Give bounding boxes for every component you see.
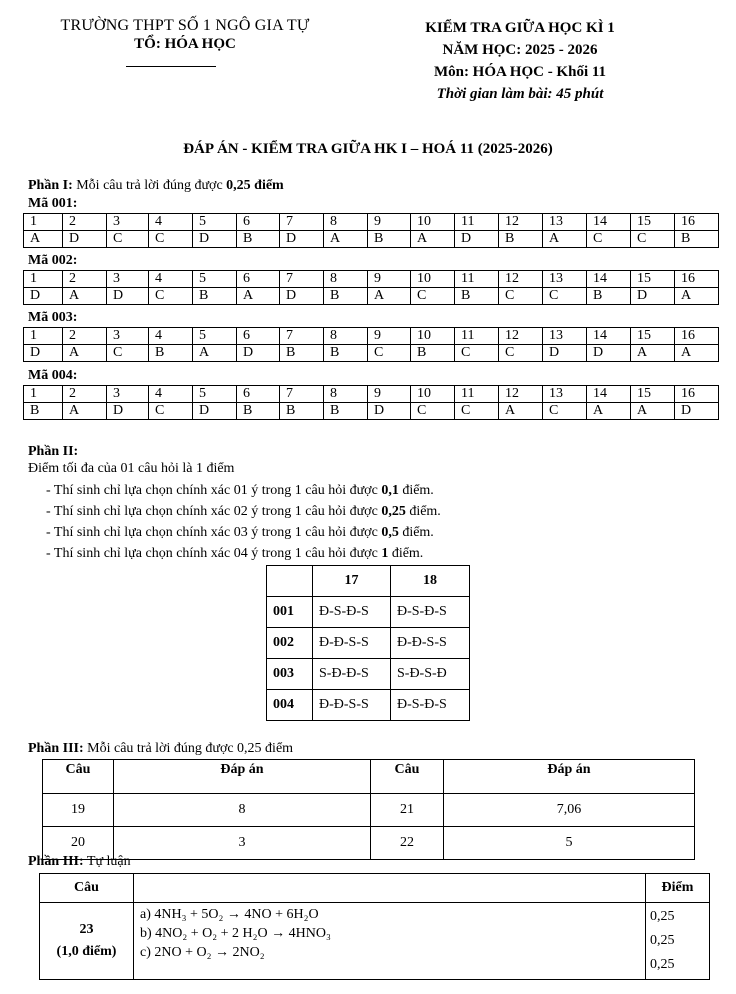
question-number-cell: 16 <box>675 214 719 231</box>
question-number-cell: 12 <box>499 328 543 345</box>
question-number-cell: 10 <box>411 271 455 288</box>
answer-cell: C <box>411 288 455 305</box>
essay-header-question: Câu <box>40 874 134 903</box>
question-number-cell: 15 <box>631 214 675 231</box>
answer-cell: D <box>193 231 237 248</box>
answer-cell: B <box>368 231 411 248</box>
answer-cell: A <box>587 403 631 420</box>
answer-cell: C <box>149 288 193 305</box>
question-number-cell: 4 <box>149 386 193 403</box>
answer-cell: B <box>499 231 543 248</box>
rule-suffix: điểm. <box>398 483 434 498</box>
essay-header-blank <box>134 874 646 903</box>
question-number-cell: 7 <box>280 214 324 231</box>
question-number-row <box>24 328 719 345</box>
answer-cell: D <box>587 345 631 362</box>
essay-header-points: Điểm <box>646 874 710 903</box>
subject: Môn: HÓA HỌC - Khối 11 <box>433 64 607 80</box>
part2-table <box>266 565 470 721</box>
part3-label: Phần III: <box>28 741 84 756</box>
answer-cell: A <box>63 403 107 420</box>
answer-cell: D <box>368 403 411 420</box>
question-number-cell: 11 <box>455 328 499 345</box>
question-number-row <box>24 214 719 231</box>
part3-header-row <box>43 760 695 794</box>
answer-cell: B <box>324 403 368 420</box>
rule-points: 1 <box>381 546 389 561</box>
answer-cell: D <box>631 288 675 305</box>
answer-cell: C <box>149 231 193 248</box>
question-number-cell: 15 <box>631 328 675 345</box>
rule-text: - Thí sinh chỉ lựa chọn chính xác 03 ý trong 1 câu hỏi được <box>46 525 382 540</box>
question-number-cell: 9 <box>368 214 411 231</box>
question-cell: 19 <box>43 794 114 827</box>
answer-cell: C <box>499 288 543 305</box>
essay-point-b: 0,25 <box>650 933 675 948</box>
essay-point-a: 0,25 <box>650 909 675 924</box>
rule-text: - Thí sinh chỉ lựa chọn chính xác 04 ý trong 1 câu hỏi được <box>46 546 382 561</box>
answer-cell: Đ-Đ-S-S <box>391 628 470 659</box>
answer-cell: C <box>455 403 499 420</box>
answer-cell: B <box>280 345 324 362</box>
answer-cell: C <box>107 345 149 362</box>
question-number-cell: 2 <box>63 214 107 231</box>
part2-header-row <box>267 566 470 597</box>
scoring-rule <box>46 483 434 499</box>
question-number-cell: 4 <box>149 271 193 288</box>
answer-cell: Đ-S-Đ-S <box>391 690 470 721</box>
answer-cell: D <box>455 231 499 248</box>
answer-cell: A <box>499 403 543 420</box>
table-row <box>43 827 695 860</box>
question-number-cell: 4 <box>149 328 193 345</box>
question-number-cell: 6 <box>237 214 280 231</box>
part1-heading <box>28 178 284 194</box>
essay-point-c: 0,25 <box>650 957 675 972</box>
table-row <box>43 794 695 827</box>
essay-desc: Tự luận <box>86 854 131 869</box>
question-header: 18 <box>391 566 470 597</box>
answer-cell: B <box>280 403 324 420</box>
answer-cell: B <box>411 345 455 362</box>
answer-cell: A <box>543 231 587 248</box>
answer-cell: A <box>324 231 368 248</box>
part3-heading <box>28 741 293 757</box>
question-number-cell: 8 <box>324 214 368 231</box>
answer-row <box>24 231 719 248</box>
question-number-cell: 3 <box>107 271 149 288</box>
essay-points <box>646 903 710 980</box>
question-number-cell: 1 <box>24 271 63 288</box>
answer-cell: A <box>24 231 63 248</box>
answer-cell: B <box>675 231 719 248</box>
answer-cell: S-Đ-Đ-S <box>313 659 391 690</box>
question-number-cell: 16 <box>675 386 719 403</box>
essay-heading <box>28 854 131 870</box>
answer-cell: C <box>543 403 587 420</box>
exam-time: Thời gian làm bài: 45 phút <box>436 86 604 102</box>
answer-cell: B <box>24 403 63 420</box>
question-number-cell: 1 <box>24 328 63 345</box>
question-number-cell: 11 <box>455 386 499 403</box>
question-number-cell: 14 <box>587 214 631 231</box>
column-header: Đáp án <box>114 760 371 794</box>
answer-cell: D <box>107 403 149 420</box>
answer-key-table <box>23 270 719 305</box>
question-number-cell: 10 <box>411 386 455 403</box>
answer-cell: B <box>149 345 193 362</box>
part2-label: Phần II: <box>28 444 79 459</box>
question-number-cell: 3 <box>107 386 149 403</box>
question-number-cell: 11 <box>455 271 499 288</box>
answer-row <box>24 345 719 362</box>
answer-cell: S-Đ-S-Đ <box>391 659 470 690</box>
answer-cell: B <box>324 288 368 305</box>
answer-cell: A <box>631 345 675 362</box>
question-number-cell: 1 <box>24 386 63 403</box>
question-number-cell: 11 <box>455 214 499 231</box>
essay-table <box>39 873 710 980</box>
answer-cell: D <box>675 403 719 420</box>
question-number-cell: 14 <box>587 328 631 345</box>
answer-cell: 7,06 <box>444 794 695 827</box>
answer-cell: A <box>675 288 719 305</box>
answer-cell: Đ-S-Đ-S <box>313 597 391 628</box>
school-header <box>30 17 340 53</box>
scoring-rule <box>46 504 441 520</box>
answer-cell: A <box>63 288 107 305</box>
question-number-cell: 14 <box>587 271 631 288</box>
question-number-cell: 10 <box>411 328 455 345</box>
answer-cell: D <box>107 288 149 305</box>
question-number-cell: 15 <box>631 271 675 288</box>
scoring-rule <box>46 546 423 562</box>
part1-desc: Mỗi câu trả lời đúng được <box>76 178 227 193</box>
question-number-cell: 9 <box>368 386 411 403</box>
exam-name: KIỂM TRA GIỮA HỌC KÌ 1 <box>425 20 615 36</box>
part1-points: 0,25 điểm <box>226 178 284 193</box>
exam-code-cell: 003 <box>267 659 313 690</box>
scoring-rule <box>46 525 434 541</box>
question-number-cell: 12 <box>499 271 543 288</box>
rule-points: 0,1 <box>381 483 399 498</box>
question-number-cell: 12 <box>499 386 543 403</box>
answer-cell: B <box>237 403 280 420</box>
question-number-cell: 5 <box>193 328 237 345</box>
answer-cell: D <box>237 345 280 362</box>
answer-cell: C <box>587 231 631 248</box>
answer-cell: 3 <box>114 827 371 860</box>
answer-cell: C <box>149 403 193 420</box>
question-number-cell: 7 <box>280 328 324 345</box>
question-number-cell: 2 <box>63 271 107 288</box>
answer-cell: C <box>107 231 149 248</box>
question-number-cell: 1 <box>24 214 63 231</box>
question-number-cell: 12 <box>499 214 543 231</box>
answer-cell: A <box>368 288 411 305</box>
essay-answer-b: b) 4NO₂ + O₂ + 2 H₂O → 4HNO₃ <box>140 926 331 941</box>
question-number-cell: 8 <box>324 328 368 345</box>
essay-question-cell <box>40 903 134 980</box>
question-cell: 21 <box>371 794 444 827</box>
question-cell: 20 <box>43 827 114 860</box>
column-header: Đáp án <box>444 760 695 794</box>
rule-text: - Thí sinh chỉ lựa chọn chính xác 01 ý trong 1 câu hỏi được <box>46 483 382 498</box>
answer-cell: A <box>675 345 719 362</box>
question-number-row <box>24 271 719 288</box>
essay-label: Phần III: <box>28 854 84 869</box>
question-number-cell: 8 <box>324 271 368 288</box>
table-row <box>267 659 470 690</box>
answer-cell: C <box>631 231 675 248</box>
exam-code-cell: 002 <box>267 628 313 659</box>
question-number-cell: 2 <box>63 386 107 403</box>
question-number-row <box>24 386 719 403</box>
question-number-cell: 2 <box>63 328 107 345</box>
exam-code-cell: 001 <box>267 597 313 628</box>
answer-cell: B <box>193 288 237 305</box>
answer-cell: Đ-Đ-S-S <box>313 690 391 721</box>
question-number-cell: 8 <box>324 386 368 403</box>
answer-cell: D <box>63 231 107 248</box>
question-number-cell: 14 <box>587 386 631 403</box>
code-label: Mã 003: <box>28 310 78 325</box>
question-number-cell: 3 <box>107 214 149 231</box>
question-number-cell: 7 <box>280 386 324 403</box>
part3-desc: Mỗi câu trả lời đúng được 0,25 điểm <box>87 741 294 756</box>
question-number-cell: 5 <box>193 386 237 403</box>
question-number-cell: 6 <box>237 271 280 288</box>
question-number-cell: 4 <box>149 214 193 231</box>
rule-text: - Thí sinh chỉ lựa chọn chính xác 02 ý trong 1 câu hỏi được <box>46 504 382 519</box>
table-row <box>267 597 470 628</box>
school-year: NĂM HỌC: 2025 - 2026 <box>442 42 598 58</box>
question-cell: 22 <box>371 827 444 860</box>
answer-cell: A <box>63 345 107 362</box>
essay-answers <box>134 903 646 980</box>
rule-points: 0,25 <box>381 504 406 519</box>
answer-row <box>24 403 719 420</box>
answer-cell: D <box>193 403 237 420</box>
question-number-cell: 10 <box>411 214 455 231</box>
question-number-cell: 16 <box>675 328 719 345</box>
question-number-cell: 5 <box>193 271 237 288</box>
answer-cell: C <box>455 345 499 362</box>
answer-key-table <box>23 327 719 362</box>
essay-answer-a: a) 4NH₃ + 5O₂ → 4NO + 6H₂O <box>140 907 319 922</box>
answer-cell: A <box>411 231 455 248</box>
rule-suffix: điểm. <box>398 525 434 540</box>
question-number-cell: 16 <box>675 271 719 288</box>
answer-cell: D <box>24 345 63 362</box>
answer-cell: A <box>631 403 675 420</box>
answer-cell: C <box>411 403 455 420</box>
exam-code-cell: 004 <box>267 690 313 721</box>
answer-key-table <box>23 213 719 248</box>
part1-label: Phần I: <box>28 178 73 193</box>
question-number-cell: 13 <box>543 386 587 403</box>
header-blank <box>267 566 313 597</box>
answer-cell: 5 <box>444 827 695 860</box>
answer-cell: D <box>543 345 587 362</box>
column-header: Câu <box>43 760 114 794</box>
answer-cell: B <box>455 288 499 305</box>
rule-points: 0,5 <box>381 525 399 540</box>
answer-cell: B <box>324 345 368 362</box>
question-header: 17 <box>313 566 391 597</box>
rule-suffix: điểm. <box>405 504 441 519</box>
answer-cell: Đ-Đ-S-S <box>313 628 391 659</box>
answer-row <box>24 288 719 305</box>
page-title: ĐÁP ÁN - KIỂM TRA GIỮA HK I – HOÁ 11 (2025-2026) <box>183 141 553 157</box>
code-label: Mã 004: <box>28 368 78 383</box>
answer-cell: C <box>543 288 587 305</box>
question-number-cell: 9 <box>368 328 411 345</box>
header-divider <box>126 66 216 67</box>
column-header: Câu <box>371 760 444 794</box>
answer-cell: C <box>499 345 543 362</box>
answer-cell: C <box>368 345 411 362</box>
answer-cell: D <box>280 288 324 305</box>
answer-cell: A <box>237 288 280 305</box>
part2-heading <box>28 444 78 460</box>
exam-header <box>385 17 655 105</box>
question-number-cell: 15 <box>631 386 675 403</box>
table-row <box>267 690 470 721</box>
essay-answer-c: c) 2NO + O₂ → 2NO₂ <box>140 945 265 960</box>
question-number-cell: 13 <box>543 271 587 288</box>
school-name: TRƯỜNG THPT SỐ 1 NGÔ GIA TỰ <box>60 17 310 34</box>
answer-cell: D <box>280 231 324 248</box>
rule-suffix: điểm. <box>388 546 424 561</box>
part3-table <box>42 759 695 860</box>
answer-cell: B <box>237 231 280 248</box>
answer-cell: 8 <box>114 794 371 827</box>
question-number-cell: 6 <box>237 328 280 345</box>
question-number-cell: 9 <box>368 271 411 288</box>
question-number-cell: 3 <box>107 328 149 345</box>
answer-cell: A <box>193 345 237 362</box>
essay-question-points: (1,0 điểm) <box>56 944 117 959</box>
question-number-cell: 5 <box>193 214 237 231</box>
question-number-cell: 13 <box>543 328 587 345</box>
question-number-cell: 6 <box>237 386 280 403</box>
table-row <box>267 628 470 659</box>
code-label: Mã 001: <box>28 196 78 211</box>
question-number-cell: 13 <box>543 214 587 231</box>
answer-key-table <box>23 385 719 420</box>
code-label: Mã 002: <box>28 253 78 268</box>
answer-cell: Đ-S-Đ-S <box>391 597 470 628</box>
part2-max-score: Điểm tối đa của 01 câu hỏi là 1 điểm <box>28 461 235 476</box>
answer-cell: D <box>24 288 63 305</box>
answer-cell: B <box>587 288 631 305</box>
department-name: TỔ: HÓA HỌC <box>134 36 236 52</box>
essay-question-number: 23 <box>79 922 94 937</box>
question-number-cell: 7 <box>280 271 324 288</box>
